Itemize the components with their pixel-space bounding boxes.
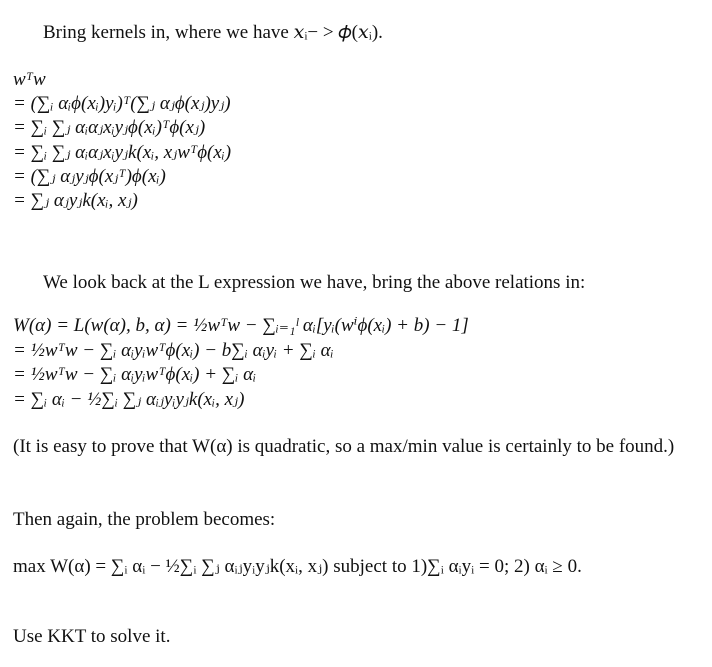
problem-statement: max W(α) = ∑ᵢ αᵢ − ½∑ᵢ ∑ⱼ αᵢⱼyᵢyⱼk(xᵢ, xⱼ) subject to 1)∑ᵢ αᵢyᵢ = 0; 2) αᵢ ≥ 0. [13, 556, 582, 577]
kernel-line-3: = ∑ᵢ ∑ⱼ αᵢαⱼxᵢyⱼk(xᵢ, xⱼwᵀϕ(xᵢ) [13, 142, 232, 163]
quadratic-note: (It is easy to prove that W(α) is quadratic, so a max/min value is certainly to be found.) [13, 436, 675, 457]
then-again-paragraph: Then again, the problem becomes: [13, 509, 276, 530]
kernel-line-4: = (∑ⱼ αⱼyⱼϕ(xⱼᵀ)ϕ(xᵢ) [13, 166, 166, 187]
lookback-paragraph: We look back at the L expression we have, bring the above relations in: [43, 272, 586, 293]
conclusion-paragraph: Use KKT to solve it. [13, 626, 171, 647]
kernel-line-0: wᵀw [13, 69, 46, 90]
kernel-line-2: = ∑ᵢ ∑ⱼ αᵢαⱼxᵢyⱼϕ(xᵢ)ᵀϕ(xⱼ) [13, 117, 206, 138]
w-line-0: W(α) = L(w(α), b, α) = ½wᵀw − ∑ᵢ₌₁ˡ αᵢ[yᵢ(wⁱϕ(xᵢ) + b) − 1] [13, 315, 469, 336]
intro-paragraph: Bring kernels in, where we have 𝑥ᵢ− > 𝜙(𝑥ᵢ). [43, 22, 383, 43]
w-line-1: = ½wᵀw − ∑ᵢ αᵢyᵢwᵀϕ(xᵢ) − b∑ᵢ αᵢyᵢ + ∑ᵢ αᵢ [13, 340, 334, 361]
kernel-line-1: = (∑ᵢ αᵢϕ(xᵢ)yᵢ)ᵀ(∑ⱼ αⱼϕ(xⱼ)yⱼ) [13, 93, 231, 114]
w-line-2: = ½wᵀw − ∑ᵢ αᵢyᵢwᵀϕ(xᵢ) + ∑ᵢ αᵢ [13, 364, 257, 385]
w-line-3: = ∑ᵢ αᵢ − ½∑ᵢ ∑ⱼ αᵢⱼyᵢyⱼk(xᵢ, xⱼ) [13, 389, 245, 410]
kernel-line-5: = ∑ⱼ αⱼyⱼk(xᵢ, xⱼ) [13, 190, 138, 211]
